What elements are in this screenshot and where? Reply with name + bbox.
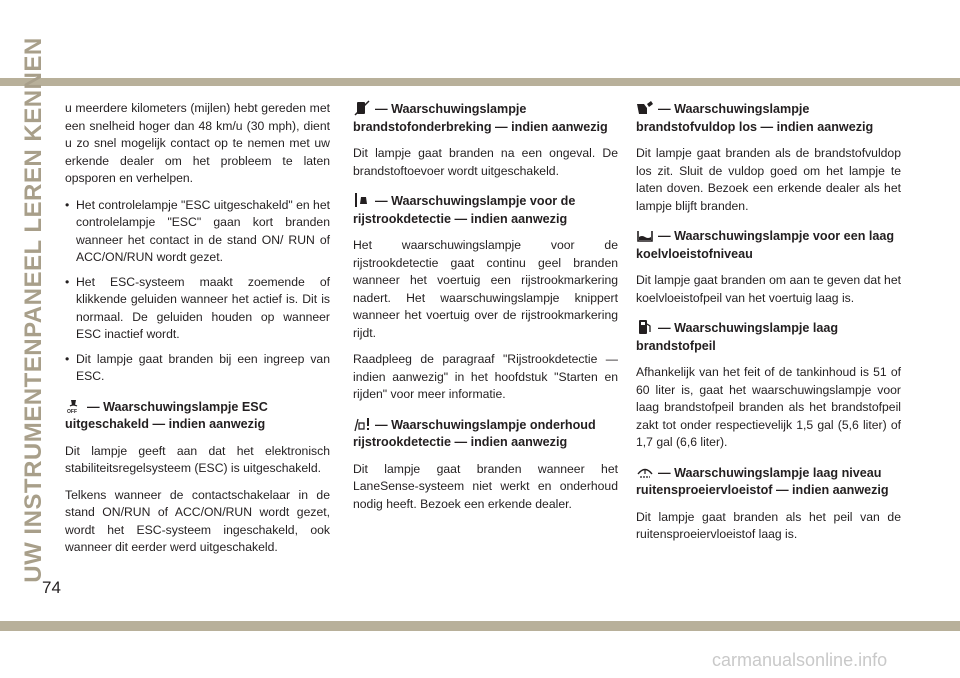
esc-off-icon [65,398,83,414]
paragraph: Raadpleeg de paragraaf "Rijstrookdetectie — indien aanwezig" in het hoofdstuk "Starten en rijden" voor meer informatie. [353,352,618,401]
fuel-pump-icon [636,319,654,335]
top-band [0,78,960,86]
side-title-text: UW INSTRUMENTENPANEEL LEREN KENNEN [20,37,47,583]
section-heading [636,319,901,355]
section-heading [636,100,901,136]
heading-text: — Waarschuwingslampje ESC uitgeschakeld — indien aanwezig [65,399,268,431]
top-margin [0,0,960,78]
bottom-band [0,621,960,631]
paragraph: Dit lampje gaat branden als de brandstofvuldop los zit. Sluit de vuldop goed om het lampje te laten doven. Bezoek een erkende dealer als het lampje blijft branden. [636,146,901,213]
fuel-cutoff-icon [353,100,371,116]
section-heading [353,100,618,136]
paragraph: Het waarschuwingslampje voor de rijstrookdetectie gaat continu geel branden wanneer het voertuig een rijstrookmarkering nadert. Het waarschuwingslampje knippert wanneer het voertuig over de rijstrookmarkering rijdt. [353,238,618,340]
washer-fluid-icon [636,464,654,480]
paragraph: Dit lampje gaat branden om aan te geven dat het koelvloeistofpeil van het voertuig laag is. [636,273,901,305]
heading-text: — Waarschuwingslampje voor een laag koelvloeistofniveau [636,229,895,261]
heading-text: — Waarschuwingslampje brandstofonderbreking — indien aanwezig [353,102,608,134]
section-heading [636,464,901,500]
section-heading [636,227,901,263]
column-2 [353,100,618,522]
list-item: • Het controlelampje "ESC uitgeschakeld" en het controlelampje "ESC" gaan kort branden wanneer het contact in de stand ON/ RUN of ACC/ON/RUN wordt gezet. [65,197,330,267]
paragraph: Dit lampje gaat branden wanneer het LaneSense-systeem niet werkt en onderhoud nodig heeft. Bezoek een erkende dealer. [353,461,618,511]
section-heading [353,192,618,228]
paragraph: Dit lampje geeft aan dat het elektronisch stabiliteitsregelsysteem (ESC) is uitgeschakeld. [65,443,330,475]
list-item: • Het ESC-systeem maakt zoemende of klikkende geluiden wanneer het actief is. Dit is normaal. De geluiden houden op wanneer ESC inactief wordt. [65,274,330,344]
section-heading [65,398,330,434]
footer-watermark: carmanualsonline.info [712,650,888,670]
paragraph: Afhankelijk van het feit of de tankinhoud is 51 of 60 liter is, gaat het waarschuwingslampje voor laag brandstofpeil branden als het brandstofpeil zakt tot onder respectievelijk 1,5 gal (5,6 liter) of 1,7 gal (6,6 liter). [636,365,901,449]
paragraph: Dit lampje gaat branden als het peil van de ruitensproeiervloeistof laag is. [636,509,901,541]
lane-service-icon [353,416,371,432]
column-1 [65,100,330,566]
fuel-cap-icon [636,100,654,116]
heading-text: — Waarschuwingslampje onderhoud rijstrookdetectie — indien aanwezig [353,417,596,449]
paragraph: Dit lampje gaat branden na een ongeval. De brandstoftoevoer wordt uitgeschakeld. [353,146,618,178]
paragraph: Telkens wanneer de contactschakelaar in de stand ON/RUN of ACC/ON/RUN wordt gezet, wordt het ESC-systeem ingeschakeld, ook wanneer dit eerder werd uitgeschakeld. [65,487,330,554]
heading-text: — Waarschuwingslampje voor de rijstrookdetectie — indien aanwezig [353,194,576,226]
heading-text: — Waarschuwingslampje laag niveau ruitensproeiervloeistof — indien aanwezig [636,465,889,497]
intro-paragraph: u meerdere kilometers (mijlen) hebt gereden met een snelheid hoger dan 48 km/u (30 mph), dient u zo snel mogelijk contact op te nemen met uw erkende dealer om het probleem te laten opsporen en verhelpen. [65,101,330,185]
column-3 [636,100,901,553]
lane-detection-icon [353,192,371,208]
page-number: 74 [42,578,61,597]
list-item: • Dit lampje gaat branden bij een ingreep van ESC. [65,351,330,386]
heading-text: — Waarschuwingslampje brandstofvuldop los — indien aanwezig [636,102,874,134]
bullet-list [65,197,330,386]
side-title [14,37,54,583]
coolant-icon [636,227,654,243]
section-heading [353,416,618,452]
heading-text: — Waarschuwingslampje laag brandstofpeil [636,321,839,353]
svg-text:OFF: OFF [67,408,77,414]
